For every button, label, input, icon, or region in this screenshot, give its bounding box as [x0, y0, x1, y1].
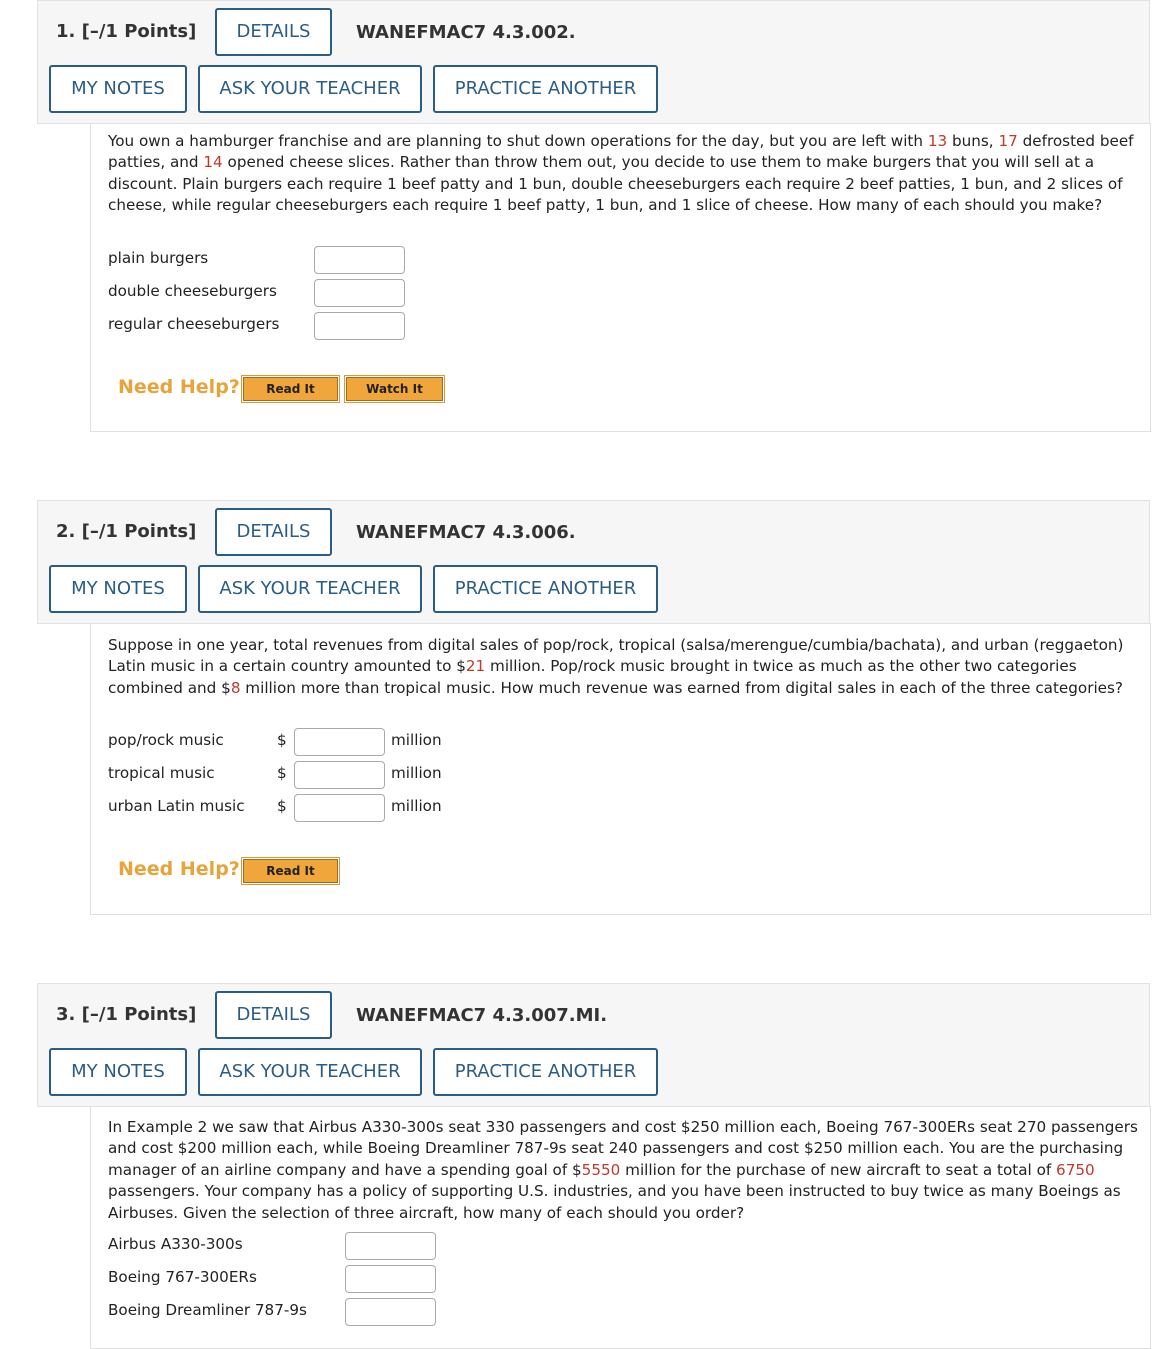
question-text: Suppose in one year, total revenues from digital sales of pop/rock, tropical (salsa/merengue/cumbia/bachata), and urban (reggaeton) Latin music in a certain country amounted to $21 million. Pop/rock music brought in twice as much as the other two categories combined and $8 million more than tropical music. How much revenue was earned from digital sales in each of the three categories?: [108, 636, 1124, 697]
question-number: 1. [–/1 Points]: [56, 21, 197, 42]
my-notes-button[interactable]: MY NOTES: [49, 565, 187, 613]
question-code: WANEFMAC7 4.3.007.MI.: [356, 1005, 608, 1026]
answer-label: urban Latin music: [108, 797, 245, 815]
unit-label: million: [391, 797, 442, 815]
answer-label: double cheeseburgers: [108, 282, 277, 300]
details-button[interactable]: DETAILS: [215, 8, 332, 56]
question-code: WANEFMAC7 4.3.002.: [356, 22, 576, 43]
need-help-label: Need Help?: [118, 376, 240, 398]
watch-it-button[interactable]: Watch It: [346, 377, 443, 401]
given-value: 17: [998, 132, 1018, 150]
practice-another-button[interactable]: PRACTICE ANOTHER: [433, 65, 658, 113]
answer-label: pop/rock music: [108, 731, 224, 749]
my-notes-button[interactable]: MY NOTES: [49, 1048, 187, 1096]
dollar-sign: $: [277, 764, 287, 782]
given-value: 6750: [1056, 1160, 1095, 1179]
ask-your-teacher-button[interactable]: ASK YOUR TEACHER: [198, 565, 422, 613]
question-number: 2. [–/1 Points]: [56, 521, 197, 542]
unit-label: million: [391, 731, 442, 749]
question-1-header: [37, 0, 1150, 124]
dollar-sign: $: [277, 731, 287, 749]
question-text: You own a hamburger franchise and are planning to shut down operations for the day, but you are left with 13 buns, 17 defrosted beef patties, and 14 opened cheese slices. Rather than throw them out, you decide to use them to make burgers that you will sell at a discount. Plain burgers each require 1 beef patty and 1 bun, double cheeseburgers each require 2 beef patties, 1 bun, and 2 slices of cheese, while regular cheeseburgers each require 1 beef patty, 1 bun, and 1 slice of cheese. How many of each should you make?: [108, 132, 1134, 215]
plain-burgers-input[interactable]: [314, 246, 405, 274]
regular-cheeseburgers-input[interactable]: [314, 312, 405, 340]
answer-label: plain burgers: [108, 249, 209, 267]
details-button[interactable]: DETAILS: [215, 991, 332, 1039]
practice-another-button[interactable]: PRACTICE ANOTHER: [433, 565, 658, 613]
double-cheeseburgers-input[interactable]: [314, 279, 405, 307]
unit-label: million: [391, 764, 442, 782]
need-help-label: Need Help?: [118, 858, 240, 880]
pop-rock-input[interactable]: [294, 728, 385, 756]
question-text: In Example 2 we saw that Airbus A330-300s seat 330 passengers and cost $250 million each, Boeing 767-300ERs seat 270 passengers and cost $200 million each, while Boeing Dreamliner 787-9s seat 240 passengers and cost $250 million each. You are the purchasing manager of an airline company and have a spending goal of $5550 million for the purchase of new aircraft to seat a total of 6750 passengers. Your company has a policy of supporting U.S. industries, and you have been instructed to buy twice as many Boeings as Airbuses. Given the selection of three aircraft, how many of each should you order?: [108, 1118, 1138, 1222]
ask-your-teacher-button[interactable]: ASK YOUR TEACHER: [198, 1048, 422, 1096]
read-it-button[interactable]: Read It: [243, 859, 338, 883]
ask-your-teacher-button[interactable]: ASK YOUR TEACHER: [198, 65, 422, 113]
given-value: 21: [465, 657, 486, 676]
urban-latin-input[interactable]: [294, 794, 385, 822]
question-2-header: [37, 500, 1150, 624]
practice-another-button[interactable]: PRACTICE ANOTHER: [433, 1048, 658, 1096]
given-value: 13: [927, 132, 948, 150]
question-number: 3. [–/1 Points]: [56, 1004, 197, 1025]
dollar-sign: $: [277, 797, 287, 815]
answer-label: Airbus A330-300s: [108, 1235, 243, 1253]
airbus-input[interactable]: [345, 1232, 436, 1260]
question-code: WANEFMAC7 4.3.006.: [356, 522, 576, 543]
given-value: 14: [203, 153, 223, 172]
answer-label: regular cheeseburgers: [108, 315, 280, 333]
my-notes-button[interactable]: MY NOTES: [49, 65, 187, 113]
given-value: 5550: [581, 1160, 621, 1179]
details-button[interactable]: DETAILS: [215, 508, 332, 556]
answer-label: tropical music: [108, 764, 215, 782]
tropical-input[interactable]: [294, 761, 385, 789]
boeing-787-input[interactable]: [345, 1298, 436, 1326]
answer-label: Boeing 767-300ERs: [108, 1268, 257, 1286]
answer-label: Boeing Dreamliner 787-9s: [108, 1301, 307, 1319]
read-it-button[interactable]: Read It: [243, 377, 338, 401]
given-value: 8: [230, 678, 241, 697]
question-3-header: [37, 983, 1150, 1107]
boeing-767-input[interactable]: [345, 1265, 436, 1293]
